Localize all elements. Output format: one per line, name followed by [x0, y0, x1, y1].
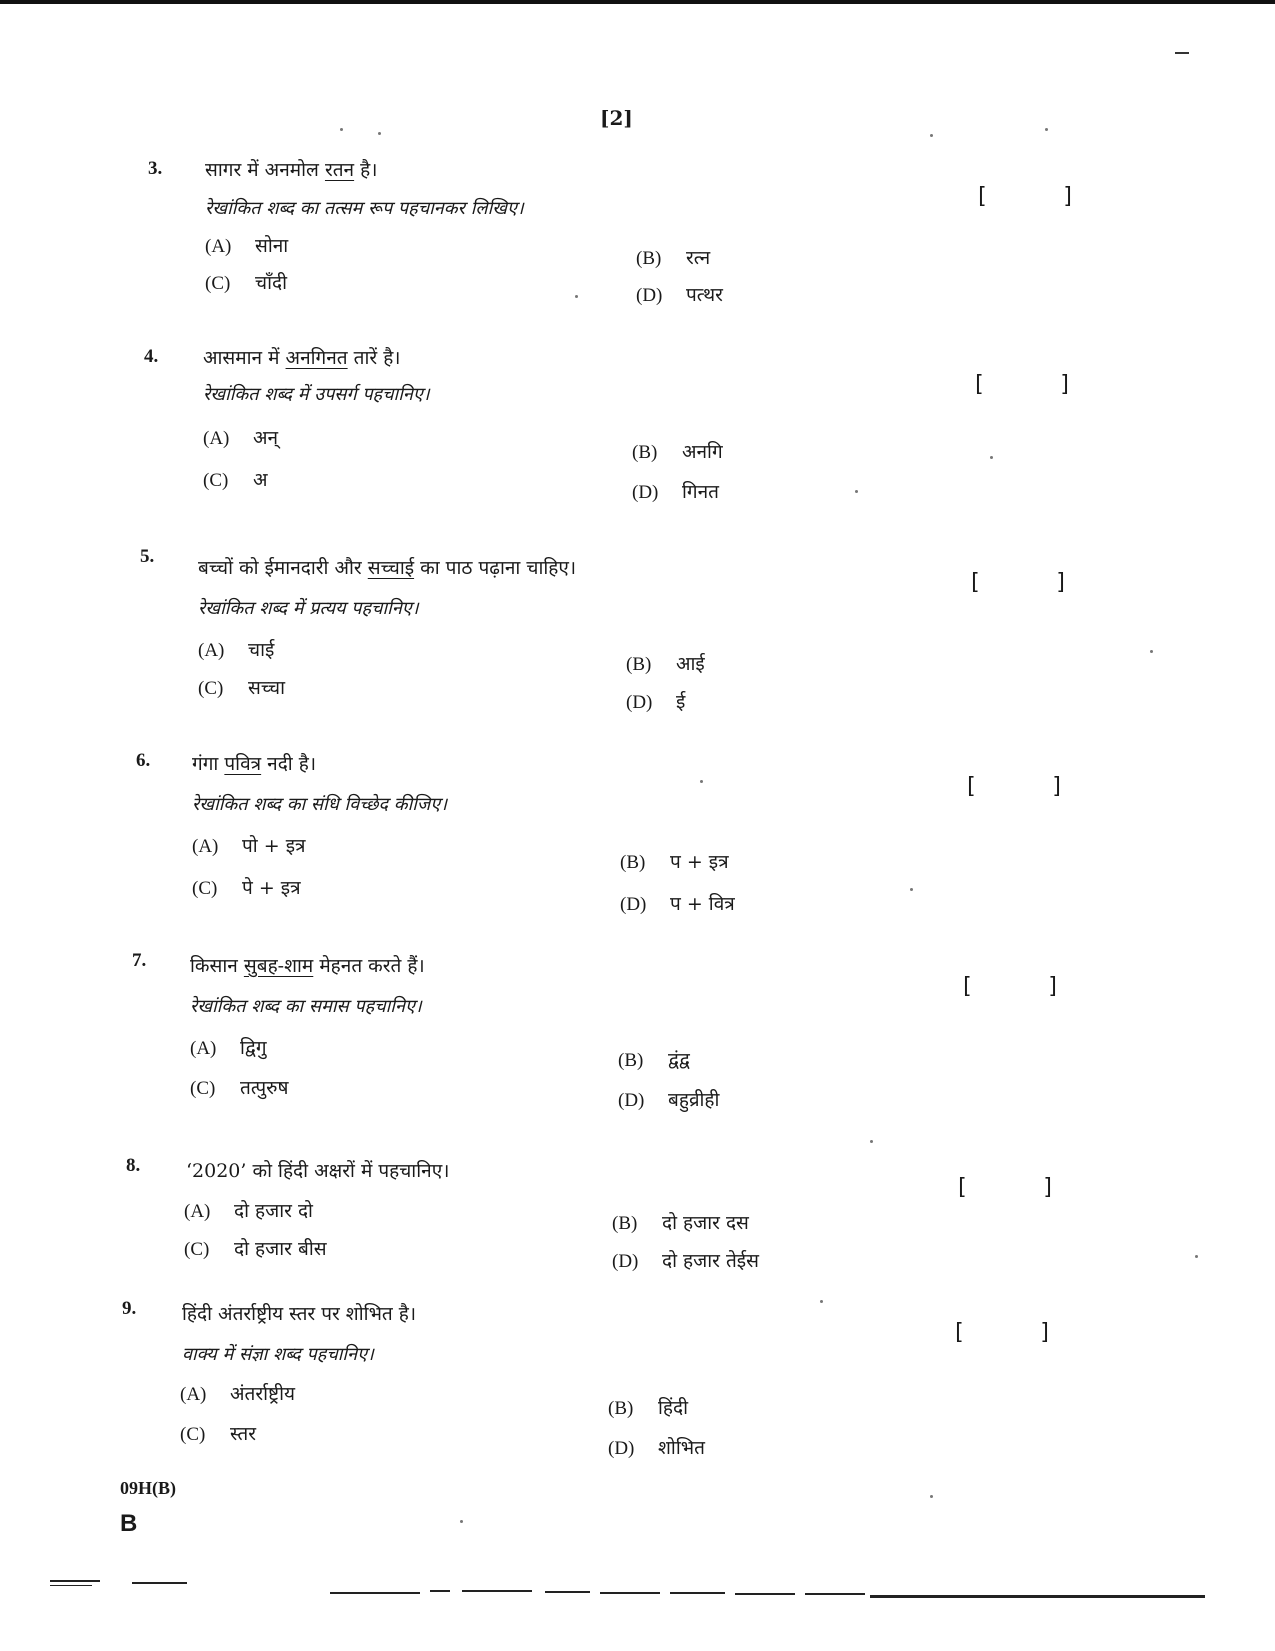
question-number: 8.	[126, 1155, 141, 1176]
underlined-word: सच्चाई	[367, 557, 415, 579]
question-number: 3.	[148, 158, 163, 179]
option-b[interactable]: (B) प + इत्र	[620, 851, 729, 873]
option-d[interactable]: (D) शोभित	[608, 1437, 705, 1459]
question-instruction: रेखांकित शब्द का समास पहचानिए।	[190, 996, 422, 1017]
question-number: 6.	[136, 750, 151, 771]
option-d[interactable]: (D) प + वित्र	[620, 893, 735, 915]
answer-box[interactable]: [ ]	[972, 372, 1072, 397]
question-7	[0, 950, 1275, 1130]
top-border-line	[0, 0, 1275, 4]
option-a[interactable]: (A) चाई	[198, 639, 275, 661]
underlined-word: पवित्र	[224, 753, 262, 775]
answer-box[interactable]: [ ]	[975, 184, 1075, 209]
answer-box[interactable]: [ ]	[960, 974, 1060, 999]
option-a[interactable]: (A) द्विगु	[190, 1037, 267, 1059]
question-number: 5.	[140, 546, 155, 567]
answer-box[interactable]: [ ]	[964, 774, 1064, 799]
option-b[interactable]: (B) द्वंद्व	[618, 1049, 690, 1071]
question-stem: गंगा पवित्र नदी है।	[192, 753, 317, 775]
question-number: 7.	[132, 950, 147, 971]
question-stem: हिंदी अंतर्राष्ट्रीय स्तर पर शोभित है।	[182, 1303, 417, 1325]
option-b[interactable]: (B) अनगि	[632, 441, 723, 463]
option-c[interactable]: (C) चाँदी	[205, 272, 287, 294]
answer-box[interactable]: [ ]	[952, 1320, 1052, 1345]
option-d[interactable]: (D) पत्थर	[636, 284, 723, 306]
set-label: B	[120, 1510, 138, 1537]
option-c[interactable]: (C) अ	[203, 469, 268, 491]
question-stem: सागर में अनमोल रतन है।	[205, 159, 378, 181]
page-number: [2]	[600, 106, 633, 130]
question-9	[0, 1298, 1275, 1478]
option-c[interactable]: (C) दो हजार बीस	[184, 1238, 327, 1260]
question-number: 9.	[122, 1298, 137, 1319]
question-instruction: रेखांकित शब्द में प्रत्यय पहचानिए।	[198, 598, 419, 619]
question-instruction: रेखांकित शब्द में उपसर्ग पहचानिए।	[203, 384, 430, 405]
option-a[interactable]: (A) अन्	[203, 427, 279, 449]
question-stem: बच्चों को ईमानदारी और सच्चाई का पाठ पढ़ाना चाहिए।	[198, 557, 577, 579]
option-c[interactable]: (C) पे + इत्र	[192, 877, 301, 899]
option-a[interactable]: (A) पो + इत्र	[192, 835, 306, 857]
underlined-word: अनगिनत	[285, 347, 348, 369]
question-5	[0, 540, 1275, 720]
option-c[interactable]: (C) सच्चा	[198, 677, 285, 699]
question-instruction: वाक्य में संज्ञा शब्द पहचानिए।	[182, 1344, 374, 1365]
option-d[interactable]: (D) गिनत	[632, 481, 719, 503]
answer-box[interactable]: [ ]	[968, 570, 1068, 595]
question-3	[0, 152, 1275, 332]
answer-box[interactable]: [ ]	[955, 1175, 1055, 1200]
question-number: 4.	[144, 346, 159, 367]
underlined-word: सुबह-शाम	[243, 955, 314, 977]
option-a[interactable]: (A) अंतर्राष्ट्रीय	[180, 1383, 296, 1405]
option-d[interactable]: (D) बहुव्रीही	[618, 1089, 720, 1111]
option-a[interactable]: (A) सोना	[205, 235, 289, 257]
option-b[interactable]: (B) दो हजार दस	[612, 1212, 749, 1234]
option-d[interactable]: (D) ई	[626, 691, 686, 713]
option-b[interactable]: (B) हिंदी	[608, 1397, 689, 1419]
option-c[interactable]: (C) स्तर	[180, 1423, 256, 1445]
question-4	[0, 340, 1275, 520]
question-instruction: रेखांकित शब्द का तत्सम रूप पहचानकर लिखिए।	[205, 198, 524, 219]
question-stem: ‘2020’ को हिंदी अक्षरों में पहचानिए।	[186, 1160, 450, 1182]
option-b[interactable]: (B) आई	[626, 653, 705, 675]
option-a[interactable]: (A) दो हजार दो	[184, 1200, 313, 1222]
underlined-word: रतन	[324, 159, 355, 181]
option-d[interactable]: (D) दो हजार तेईस	[612, 1250, 759, 1272]
question-stem: आसमान में अनगिनत तारें है।	[203, 347, 401, 369]
question-instruction: रेखांकित शब्द का संधि विच्छेद कीजिए।	[192, 794, 448, 815]
option-b[interactable]: (B) रत्न	[636, 247, 711, 269]
option-c[interactable]: (C) तत्पुरुष	[190, 1077, 289, 1099]
question-stem: किसान सुबह-शाम मेहनत करते हैं।	[190, 955, 425, 977]
question-6	[0, 748, 1275, 928]
paper-code: 09H(B)	[120, 1478, 176, 1498]
